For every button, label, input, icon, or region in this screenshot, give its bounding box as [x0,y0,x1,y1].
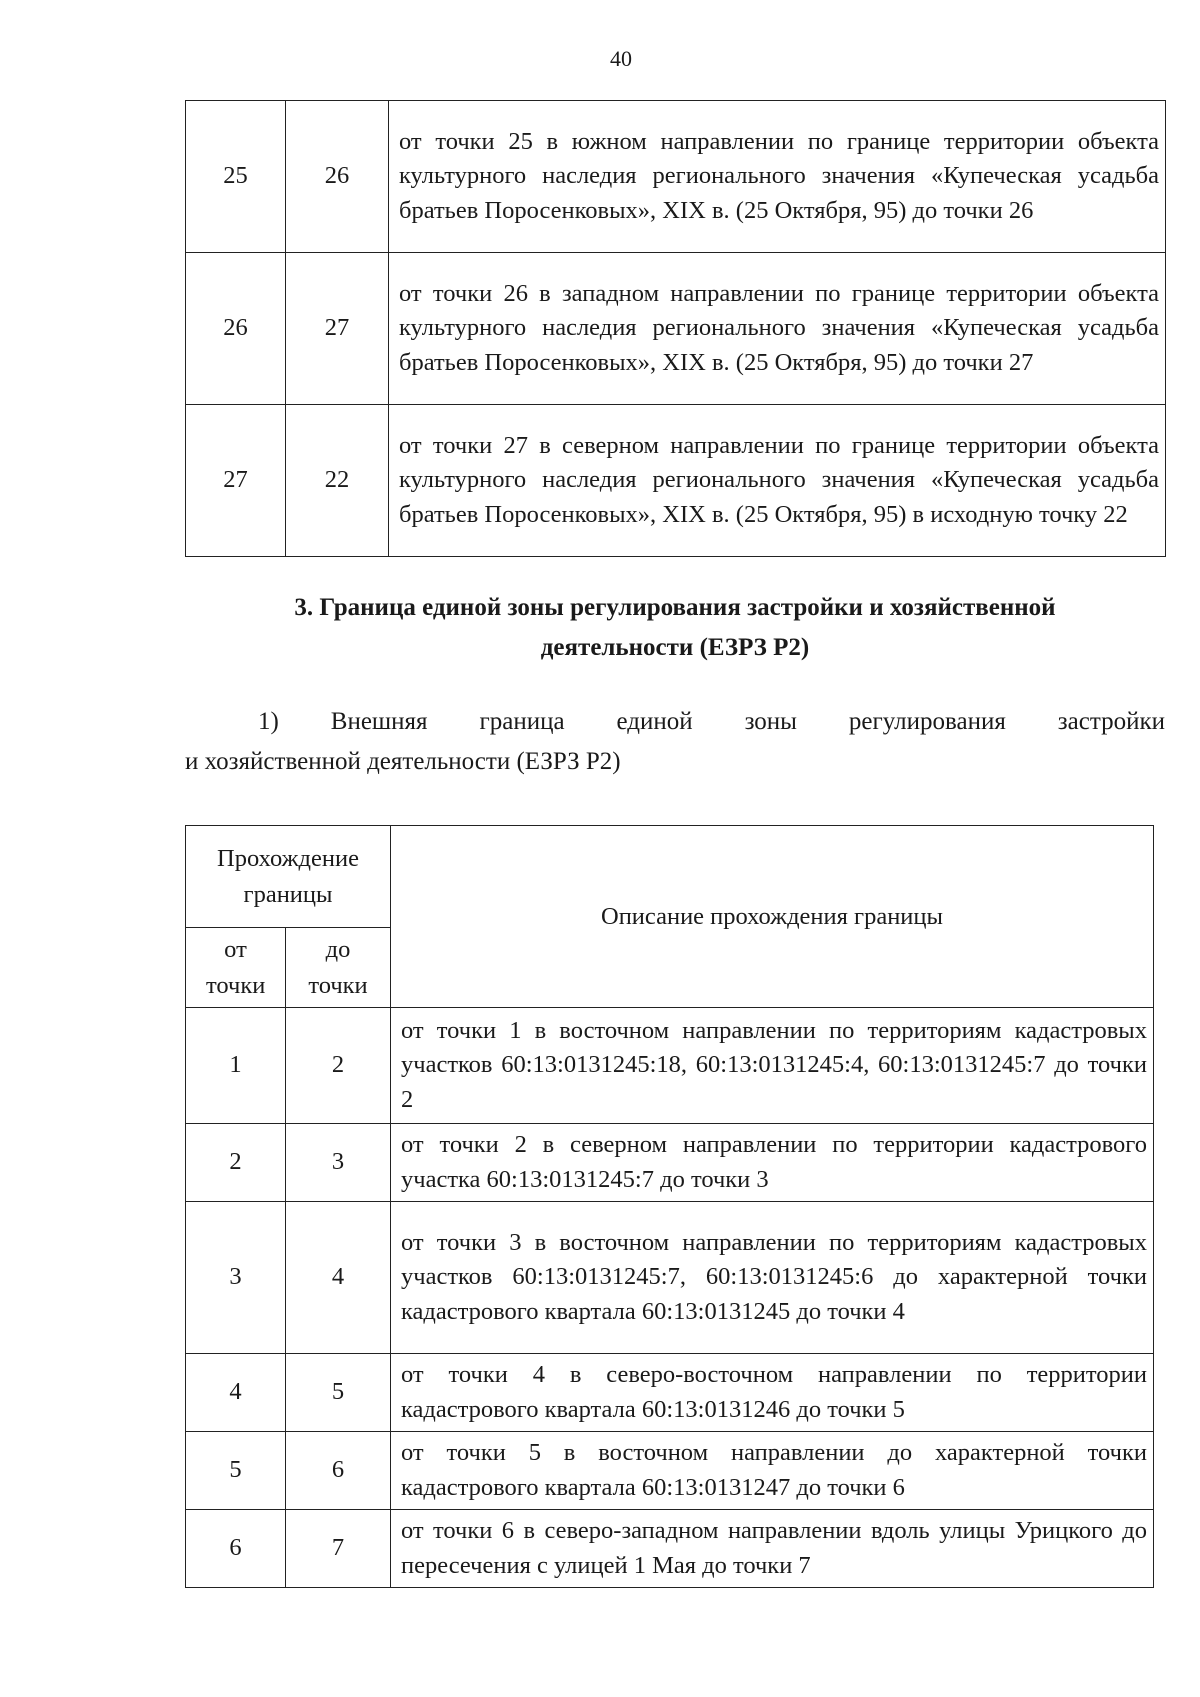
to-point-cell: 2 [286,1008,391,1124]
boundary-table [185,825,1154,1588]
section-paragraph [185,702,1165,782]
column-header-to: до точки [286,928,391,1008]
from-point-cell: 5 [186,1432,286,1510]
description-cell: от точки 25 в южном направлении по границе территории объекта культурного наследия регионального значения «Купеческая усадьба братьев Поросенковых», XIX в. (25 Октября, 95) до точки 26 [389,101,1166,253]
section-heading-line: деятельности (ЕЗРЗ Р2) [540,634,810,661]
table-header-row [186,826,1154,928]
description-cell: от точки 27 в северном направлении по границе территории объекта культурного наследия регионального значения «Купеческая усадьба братьев Поросенковых», XIX в. (25 Октября, 95) в исходную точку 22 [389,405,1166,557]
from-point-cell: 2 [186,1124,286,1202]
table-row [186,1008,1154,1124]
paragraph-line: и хозяйственной деятельности (ЕЗРЗ Р2) [185,748,621,775]
boundary-table-continued [185,100,1166,557]
section-heading [185,588,1165,668]
from-point-cell: 25 [186,101,286,253]
description-cell: от точки 4 в северо-восточном направлении по территории кадастрового квартала 60:13:0131246 до точки 5 [391,1354,1154,1432]
table-row [186,1432,1154,1510]
from-point-cell: 4 [186,1354,286,1432]
from-point-cell: 27 [186,405,286,557]
from-point-cell: 1 [186,1008,286,1124]
table-row [186,253,1166,405]
table-row [186,1202,1154,1354]
description-cell: от точки 6 в северо-западном направлении вдоль улицы Урицкого до пересечения с улицей 1 Мая до точки 7 [391,1510,1154,1588]
column-header-passage: Прохождение границы [186,826,391,928]
from-point-cell: 26 [186,253,286,405]
table-row [186,1354,1154,1432]
to-point-cell: 22 [286,405,389,557]
column-header-description: Описание прохождения границы [391,826,1154,1008]
table-row [186,405,1166,557]
to-point-cell: 3 [286,1124,391,1202]
paragraph-line: 1) Внешняя граница единой зоны регулирования застройки [258,708,1165,735]
to-point-cell: 26 [286,101,389,253]
to-point-cell: 27 [286,253,389,405]
section-heading-line: 3. Граница единой зоны регулирования застройки и хозяйственной [294,594,1056,621]
description-cell: от точки 1 в восточном направлении по территориям кадастровых участков 60:13:0131245:18, 60:13:0131245:4, 60:13:0131245:7 до точки 2 [391,1008,1154,1124]
table-row [186,101,1166,253]
to-point-cell: 6 [286,1432,391,1510]
page-number: 40 [610,46,632,71]
table-row [186,1510,1154,1588]
description-cell: от точки 2 в северном направлении по территории кадастрового участка 60:13:0131245:7 до точки 3 [391,1124,1154,1202]
to-point-cell: 4 [286,1202,391,1354]
to-point-cell: 7 [286,1510,391,1588]
column-header-from: от точки [186,928,286,1008]
from-point-cell: 6 [186,1510,286,1588]
from-point-cell: 3 [186,1202,286,1354]
to-point-cell: 5 [286,1354,391,1432]
description-cell: от точки 5 в восточном направлении до характерной точки кадастрового квартала 60:13:0131247 до точки 6 [391,1432,1154,1510]
description-cell: от точки 26 в западном направлении по границе территории объекта культурного наследия регионального значения «Купеческая усадьба братьев Поросенковых», XIX в. (25 Октября, 95) до точки 27 [389,253,1166,405]
table-row [186,1124,1154,1202]
description-cell: от точки 3 в восточном направлении по территориям кадастровых участков 60:13:0131245:7, 60:13:0131245:6 до характерной точки кадастрового квартала 60:13:0131245 до точки 4 [391,1202,1154,1354]
